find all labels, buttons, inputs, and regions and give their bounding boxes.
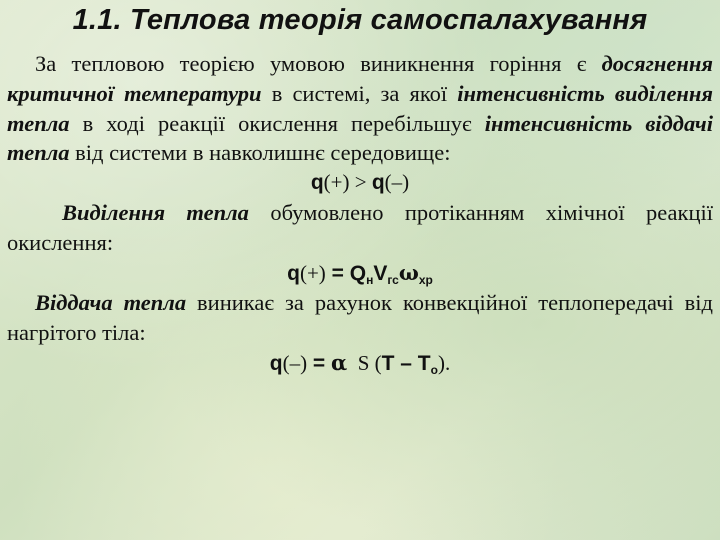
formula-operator: = (307, 351, 332, 375)
formula-arg: (–) (384, 170, 410, 195)
text: від системи в навколишнє середовище: (69, 140, 451, 166)
symbol-V: V (373, 261, 388, 285)
paragraph-heat-release (7, 198, 713, 258)
symbol-q: q (269, 351, 283, 375)
formula-arg: (–) (282, 350, 308, 375)
formula-operator: = (325, 261, 350, 285)
slide-body (7, 49, 713, 379)
slide-title: 1.1. Теплова теорія самоспалахування (72, 4, 648, 36)
formula-paren: ) (437, 350, 445, 375)
formula-operator: > (349, 170, 372, 195)
formula-heat-balance (7, 168, 713, 198)
symbol-omega: ω (398, 259, 419, 285)
formula-arg: (+) (299, 260, 326, 285)
emphasis-heat-loss-intensity: інтенсивність віддачі тепла (7, 110, 713, 166)
symbol-alpha: α (331, 349, 348, 375)
text: в ході реакції окислення перебільшує (69, 110, 485, 136)
emphasis-heat-release-intensity: інтенсивність виділення тепла (7, 80, 714, 136)
formula-heat-loss (7, 348, 713, 379)
paragraph-heat-loss (7, 288, 713, 348)
symbol-Q: Q (349, 261, 367, 285)
symbol-T: T – T (381, 351, 431, 375)
text: в системі, за якої (261, 80, 458, 106)
formula-arg: (+) (323, 170, 350, 195)
subscript: хр (418, 272, 433, 287)
emphasis-critical-temperature: досягнення критичної температури (7, 51, 713, 106)
subscript: н (366, 272, 374, 287)
text: обумовлено протіканням хімічної реакції окислення: (7, 199, 713, 255)
formula-heat-release (7, 258, 713, 289)
emphasis-heat-release: Виділення тепла (62, 199, 249, 225)
symbol-q: q (371, 171, 385, 195)
emphasis-heat-loss: Віддача тепла (35, 290, 187, 316)
symbol-q: q (287, 261, 300, 285)
text: виникає за рахунок конвекційної теплопередачі від нагрітого тіла: (7, 290, 713, 346)
symbol-S: S ( (347, 350, 382, 375)
formula-period: . (444, 350, 451, 375)
symbol-q: q (310, 171, 324, 195)
text: За тепловою теорією умовою виникнення горіння є (35, 51, 602, 76)
paragraph-thermal-theory (7, 49, 713, 168)
subscript: o (430, 362, 438, 377)
subscript: гс (387, 272, 399, 287)
